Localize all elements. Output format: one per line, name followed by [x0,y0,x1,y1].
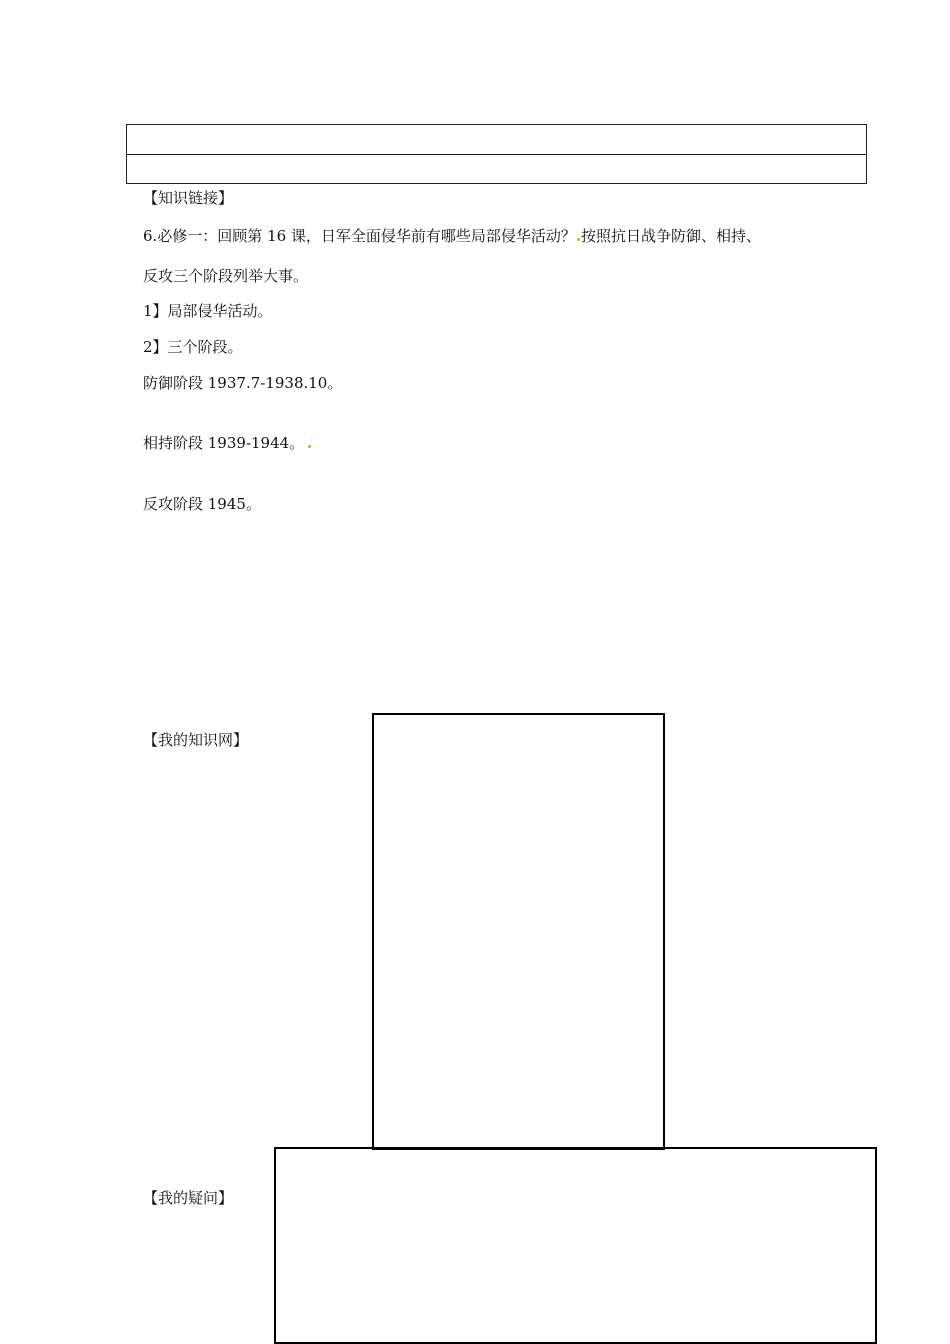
table-divider [127,154,866,155]
question-line-2: 反攻三个阶段列举大事。 [143,267,309,285]
question-line-1-part-a: 6.必修一：回顾第 16 课，日军全面侵华前有哪些局部侵华活动？ [143,227,576,245]
header-table [126,124,867,184]
stage-counteroffensive: 反攻阶段 1945。 [143,495,261,513]
item-three-stages: 2】三个阶段。 [143,338,243,356]
knowledge-link-heading: 【知识链接】 [143,189,234,207]
mark-dot [577,238,580,241]
stage-defense: 防御阶段 1937.7-1938.10。 [143,374,343,392]
question-line-1 [143,226,761,246]
questions-box[interactable] [274,1147,877,1344]
questions-heading: 【我的疑问】 [143,1189,234,1207]
knowledge-net-box[interactable] [372,713,665,1150]
question-line-1-part-b: 按照抗日战争防御、相持、 [580,227,761,245]
stage-stalemate: 相持阶段 1939-1944。 [143,434,305,452]
mark-dot [308,445,311,448]
item-local-invasion: 1】局部侵华活动。 [143,302,273,320]
knowledge-net-heading: 【我的知识网】 [143,731,249,749]
stage-stalemate-line [143,433,312,453]
